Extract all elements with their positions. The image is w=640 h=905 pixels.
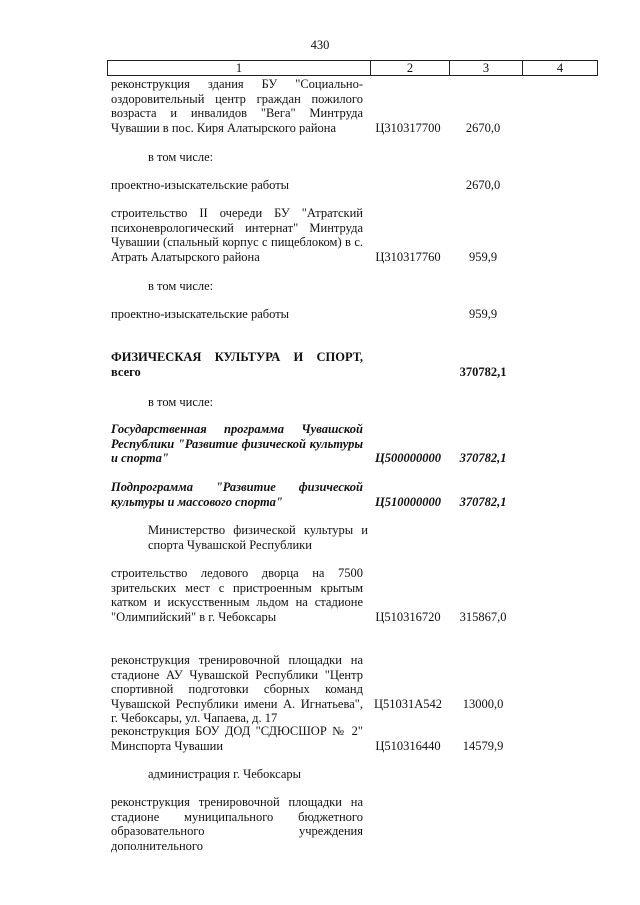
- row-description: строительство II очереди БУ "Атратский психоневрологический интернат" Минтруда Чувашии (спальный корпус с пищеблоком) в с. Атрать Алатырского района: [111, 206, 363, 264]
- row-amount: 2670,0: [465, 121, 501, 135]
- row-description: реконструкция тренировочной площадки на стадионе муниципального бюджетного образовательного учреждения дополнительного: [111, 795, 363, 853]
- row-code: Ц51031А542: [373, 697, 443, 711]
- row-description: реконструкция здания БУ "Социально-оздоровительный центр граждан пожилого возраста и инвалидов "Вега" Минтруда Чувашии в пос. Киря Алатырского района: [111, 77, 363, 135]
- row-code: Ц510000000: [375, 495, 441, 509]
- row-amount: 14579,9: [462, 739, 504, 753]
- row-code: Ц510316720: [375, 610, 441, 624]
- row-description: ФИЗИЧЕСКАЯ КУЛЬТУРА И СПОРТ, всего: [111, 350, 363, 379]
- row-amount: 959,9: [468, 307, 498, 321]
- row-description: строительство ледового дворца на 7500 зрительских мест с пристроенным крытым катком и искусственным льдом на стадионе "Олимпийский" в г. Чебоксары: [111, 566, 363, 624]
- row-description: администрация г. Чебоксары: [148, 767, 302, 781]
- row-description: Министерство физической культуры и спорта Чувашской Республики: [148, 523, 368, 552]
- row-amount: 370782,1: [459, 495, 507, 509]
- row-amount: 315867,0: [459, 610, 507, 624]
- row-description: проектно-изыскательские работы: [111, 178, 290, 192]
- row-amount: 370782,1: [459, 451, 507, 465]
- row-code: Ц500000000: [375, 451, 441, 465]
- row-description: реконструкция БОУ ДОД "СДЮСШОР № 2" Минспорта Чувашии: [111, 724, 363, 753]
- column-header-3: 3: [450, 61, 523, 76]
- row-code: Ц310317700: [375, 121, 441, 135]
- column-header-4: 4: [523, 61, 598, 76]
- row-description: проектно-изыскательские работы: [111, 307, 290, 321]
- column-header-table: [107, 60, 598, 76]
- row-code: Ц310317760: [375, 250, 441, 264]
- row-description: в том числе:: [148, 395, 214, 409]
- row-amount: 959,9: [468, 250, 498, 264]
- row-description: в том числе:: [148, 279, 214, 293]
- column-header-2: 2: [371, 61, 450, 76]
- row-description: Подпрограмма "Развитие физической культуры и массового спорта": [111, 480, 363, 509]
- row-amount: 370782,1: [459, 365, 507, 379]
- row-code: Ц510316440: [375, 739, 441, 753]
- column-header-1: 1: [108, 61, 371, 76]
- row-amount: 13000,0: [462, 697, 504, 711]
- row-description: Государственная программа Чувашской Республики "Развитие физической культуры и спорта": [111, 422, 363, 465]
- page-number: 430: [310, 38, 330, 52]
- row-amount: 2670,0: [465, 178, 501, 192]
- row-description: в том числе:: [148, 150, 214, 164]
- row-description: реконструкция тренировочной площадки на стадионе АУ Чувашской Республики "Центр спортивной подготовки сборных команд Чувашской Республики имени А. Игнатьева", г. Чебоксары, ул. Чапаева, д. 17: [111, 653, 363, 725]
